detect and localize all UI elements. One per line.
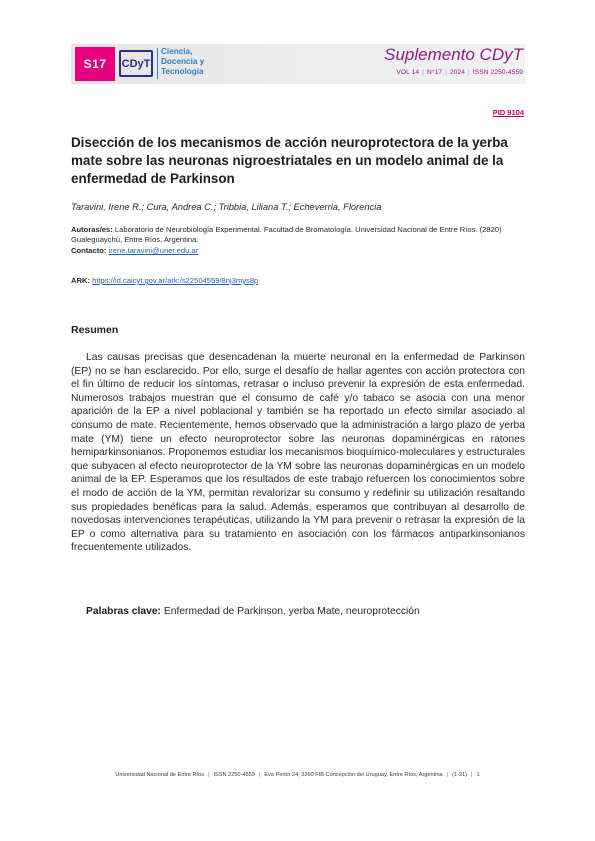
- supplement-title: Suplemento CDyT: [384, 45, 523, 64]
- footer-issn: ISSN 2250-4559: [213, 772, 255, 778]
- abstract-heading: Resumen: [71, 324, 119, 336]
- footer-university: Universidad Nacional de Entre Ríos: [115, 772, 204, 778]
- author-list: Taravini, Irene R.; Cura, Andrea C.; Tribbia, Liliana T.; Echeverria, Florencia: [71, 202, 382, 212]
- meta-separator: |: [445, 69, 447, 76]
- journal-name-logo: [161, 47, 221, 77]
- affiliation-label: Autoras/es:: [71, 225, 113, 234]
- issn: ISSN 2250-4559: [472, 69, 523, 76]
- ark-link[interactable]: https://id.caicyt.gov.ar/ark:/s22504559/8nj3mys8p: [92, 276, 259, 285]
- footer-address: Eva Perón 24; 3260 FIB Concepción del Uruguay, Entre Ríos, Argentina: [264, 772, 443, 778]
- keywords-label: Palabras clave:: [86, 606, 161, 617]
- article-title: Disección de los mecanismos de acción neuroprotectora de la yerba mate sobre las neuronas nigroestriatales en un modelo animal de la enfermedad de Parkinson: [71, 135, 508, 186]
- journal-name-line: Docencia y: [161, 57, 205, 66]
- issue-meta: [396, 69, 523, 76]
- footer-page-range: (1-21): [452, 772, 468, 778]
- affiliation-text: Laboratorio de Neurobiología Experimental. Facultad de Bromatología. Universidad Nacional de Entre Ríos. (2820) Gualeguaychú, Entre Ríos, Argentina.: [71, 225, 502, 244]
- logo-divider: [157, 48, 158, 79]
- footer-separator: |: [471, 772, 473, 778]
- affiliation: [71, 225, 525, 245]
- footer-separator: |: [258, 772, 261, 778]
- contact: [71, 246, 525, 255]
- journal-name-line: Ciencia,: [161, 47, 193, 56]
- pid-link[interactable]: PID 9104: [492, 108, 524, 117]
- issue-number: N°17: [426, 69, 443, 76]
- keywords: [86, 606, 526, 617]
- contact-label: Contacto:: [71, 246, 107, 255]
- meta-separator: |: [468, 69, 470, 76]
- contact-email-link[interactable]: irene.taravini@uner.edu.ar: [108, 246, 199, 255]
- supplement-badge: S17: [75, 47, 115, 81]
- keywords-text: Enfermedad de Parkinson, yerba Mate, neuroprotección: [163, 606, 420, 617]
- ark-identifier: [71, 276, 525, 285]
- journal-name-line: Tecnología: [161, 67, 204, 76]
- cdyt-logo: CDyT: [119, 50, 153, 77]
- footer-page-number: 1: [476, 772, 480, 778]
- footer-separator: |: [208, 772, 210, 778]
- meta-separator: |: [422, 69, 424, 76]
- year: 2024: [449, 69, 466, 76]
- abstract-text: Las causas precisas que desencadenan la muerte neuronal en la enfermedad de Parkinson (EP) no se han esclarecido. Por ello, surge el desafío de hallar agentes con acción protectora con el fin último de reducir los síntomas, retrasar o incluso prevenir la expresión de esta enfermedad. Numerosos trabajos muestran que el consumo de café y/o tabaco se asocia con una menor aparición de la EP a nivel poblacional y también se ha reportado un efecto similar asociado al consumo de mate. Recientemente, hemos observado que la administración a largo plazo de yerba mate (YM) tiene un efecto neuroprotector sobre las neuronas dopaminérgicas en ratones hemiparkinsonianos. Proponemos estudiar los mecanismos bioquímico-moleculares y estructurales que subyacen al efecto neuroprotector de la YM sobre las neuronas dopaminérgicas en un modelo animal de la EP. Esperamos que los resultados de este trabajo refuercen los conocimientos sobre el modo de acción de la YM, permitan revalorizar su consumo y redefinir su utilización resaltando sus propiedades benéficas para la salud. Además, esperamos que contribuyan al desarrollo de novedosas intervenciones terapéuticas, utilizando la YM para prevenir o retrasar la expresión de la EP o como alternativa para su tratamiento en asociación con los fármacos antiparkinsonianos frecuentemente utilizados.: [71, 352, 525, 554]
- volume: VOL 14: [396, 69, 420, 76]
- ark-label: ARK:: [71, 276, 90, 285]
- page-footer: [0, 772, 595, 778]
- footer-separator: |: [446, 772, 449, 778]
